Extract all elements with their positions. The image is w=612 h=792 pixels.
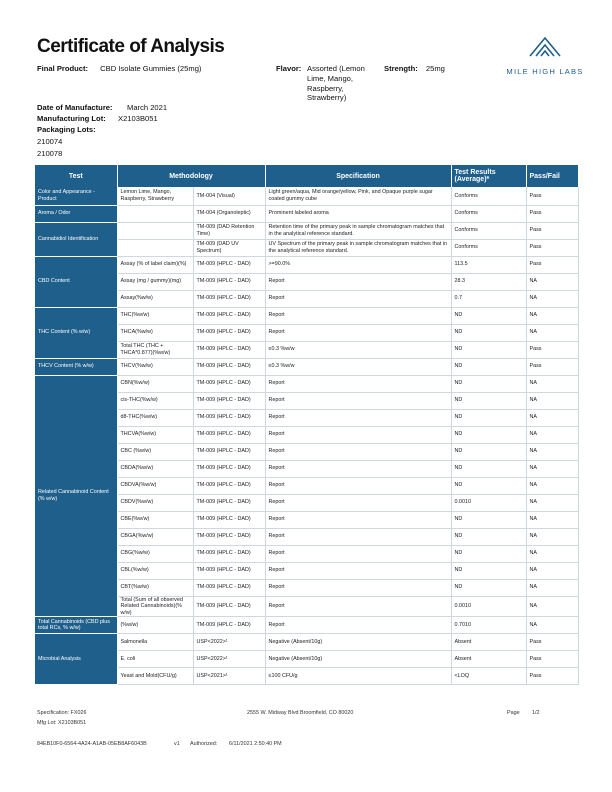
column-header: Pass/Fail	[526, 165, 578, 187]
result-cell: ND	[451, 528, 526, 545]
method-cell: TM-009 (HPLC - DAD)	[193, 477, 265, 494]
pass-fail-cell: NA	[526, 562, 578, 579]
specification-cell: Report	[265, 273, 451, 290]
method-cell: TM-009 (HPLC - DAD)	[193, 409, 265, 426]
result-cell: Absent	[451, 634, 526, 651]
result-cell: ND	[451, 426, 526, 443]
pass-fail-cell: Pass	[526, 187, 578, 205]
result-cell: ND	[451, 358, 526, 375]
specification-cell: ≤0.3 %w/w	[265, 358, 451, 375]
final-product-value: CBD Isolate Gummies (25mg)	[100, 64, 202, 73]
result-cell: 0.7010	[451, 617, 526, 634]
sub-test-cell: Assay (% of label claim)(%)	[117, 256, 193, 273]
table-row	[35, 511, 578, 528]
date-of-manufacture-value: March 2021	[127, 103, 168, 112]
strength-value: 25mg	[425, 64, 445, 73]
result-cell: 113.5	[451, 256, 526, 273]
test-cell: Microbial Analysis	[35, 634, 117, 685]
flavor-line: Lime, Mango,	[307, 73, 354, 83]
sub-test-cell: CBL(%w/w)	[117, 562, 193, 579]
method-cell: TM-009 (HPLC - DAD)	[193, 460, 265, 477]
version: v1	[174, 741, 180, 747]
specification-cell: Report	[265, 375, 451, 392]
specification-cell: Report	[265, 579, 451, 596]
packaging-lot-value: 210074	[37, 137, 63, 146]
final-product-label: Final Product:	[37, 64, 89, 73]
sub-test-cell: Assay(%w/w)	[117, 290, 193, 307]
sub-test-cell: Yeast and Mold(CFU/g)	[117, 668, 193, 685]
method-cell: TM-009 (DAD Retention Time)	[193, 222, 265, 239]
result-cell: Absent	[451, 651, 526, 668]
table-header-row	[35, 165, 578, 187]
method-cell: TM-004 (Organoleptic)	[193, 205, 265, 222]
specification-cell: Retention time of the primary peak in sample chromatogram matches that in the analytical reference standard.	[265, 222, 451, 239]
result-cell: Conforms	[451, 222, 526, 239]
specification-cell: Negative (Absent/10g)	[265, 634, 451, 651]
table-row	[35, 579, 578, 596]
method-cell: USP<2021>¹	[193, 668, 265, 685]
sub-test-cell: (%w/w)	[117, 617, 193, 634]
pass-fail-cell: Pass	[526, 358, 578, 375]
method-cell: TM-009 (HPLC - DAD)	[193, 256, 265, 273]
specification-cell: Report	[265, 528, 451, 545]
pass-fail-cell: NA	[526, 273, 578, 290]
result-cell: ND	[451, 579, 526, 596]
method-cell: TM-009 (HPLC - DAD)	[193, 528, 265, 545]
pass-fail-cell: Pass	[526, 668, 578, 685]
sub-test-cell: THC(%w/w)	[117, 307, 193, 324]
flavor-line: Raspberry,	[307, 83, 344, 93]
authorized-label: Authorized:	[190, 741, 218, 747]
method-cell: TM-009 (HPLC - DAD)	[193, 307, 265, 324]
method-cell: TM-009 (HPLC - DAD)	[193, 545, 265, 562]
specification-cell: Report	[265, 494, 451, 511]
sub-test-cell: cis-THC(%w/w)	[117, 392, 193, 409]
result-cell: ND	[451, 409, 526, 426]
sub-test-cell: CBC (%w/w)	[117, 443, 193, 460]
sub-test-cell: CBDA(%w/w)	[117, 460, 193, 477]
specification-cell: Report	[265, 426, 451, 443]
sub-test-cell: Lemon Lime, Mango, Raspberry, Strawberry	[117, 187, 193, 205]
pass-fail-cell: NA	[526, 392, 578, 409]
pass-fail-cell: NA	[526, 579, 578, 596]
test-cell: THC Content (% w/w)	[35, 307, 117, 358]
result-cell: ND	[451, 324, 526, 341]
table-row	[35, 290, 578, 307]
specification-cell: Report	[265, 409, 451, 426]
pass-fail-cell: Pass	[526, 239, 578, 256]
result-cell: ND	[451, 392, 526, 409]
result-cell: <LOQ	[451, 668, 526, 685]
specification-cell: Report	[265, 392, 451, 409]
manufacturing-lot-label: Manufacturing Lot:	[37, 114, 106, 123]
pass-fail-cell: NA	[526, 375, 578, 392]
test-cell: Aroma / Odor	[35, 205, 117, 222]
sub-test-cell	[117, 205, 193, 222]
pass-fail-cell: NA	[526, 477, 578, 494]
result-cell: 28.3	[451, 273, 526, 290]
sub-test-cell: THCA(%w/w)	[117, 324, 193, 341]
address: 2555 W. Midway Blvd Broomfield, CO 80020	[247, 710, 354, 716]
authorized-date: 6/11/2021 2:50:40 PM	[229, 741, 282, 747]
method-cell: TM-009 (HPLC - DAD)	[193, 324, 265, 341]
table-row	[35, 358, 578, 375]
result-cell: ND	[451, 443, 526, 460]
sub-test-cell: CBT(%w/w)	[117, 579, 193, 596]
table-row	[35, 668, 578, 685]
date-of-manufacture-label: Date of Manufacture:	[37, 103, 113, 112]
table-row	[35, 651, 578, 668]
result-cell: 0.7	[451, 290, 526, 307]
pass-fail-cell: NA	[526, 409, 578, 426]
method-cell: TM-009 (HPLC - DAD)	[193, 596, 265, 617]
results-table	[35, 165, 579, 685]
result-cell: ND	[451, 511, 526, 528]
flavor-field	[276, 64, 301, 74]
pass-fail-cell: Pass	[526, 634, 578, 651]
company-logo	[505, 34, 585, 76]
method-cell: TM-009 (HPLC - DAD)	[193, 511, 265, 528]
pass-fail-cell: NA	[526, 528, 578, 545]
table-row	[35, 617, 578, 634]
sub-test-cell: CBG(%w/w)	[117, 545, 193, 562]
table-row	[35, 273, 578, 290]
specification-cell: Negative (Absent/10g)	[265, 651, 451, 668]
page-label: Page	[507, 710, 520, 716]
specification-cell: Report	[265, 307, 451, 324]
flavor-line: Assorted (Lemon	[307, 64, 365, 73]
table-row	[35, 409, 578, 426]
table-row	[35, 307, 578, 324]
result-cell: Conforms	[451, 239, 526, 256]
flavor-line: Strawberry)	[307, 93, 347, 103]
table-row	[35, 545, 578, 562]
sub-test-cell: CBDVA(%w/w)	[117, 477, 193, 494]
specification-cell: Report	[265, 324, 451, 341]
sub-test-cell	[117, 222, 193, 239]
test-cell: Related Cannabinoid Content (% w/w)	[35, 375, 117, 617]
method-cell: TM-009 (HPLC - DAD)	[193, 562, 265, 579]
column-header: Test Results (Average)*	[451, 165, 526, 187]
final-product-field	[37, 64, 201, 74]
sub-test-cell: Assay (mg / gummy)(mg)	[117, 273, 193, 290]
table-row	[35, 256, 578, 273]
pass-fail-cell: Pass	[526, 651, 578, 668]
specification-cell: Report	[265, 460, 451, 477]
pass-fail-cell: NA	[526, 494, 578, 511]
sub-test-cell: Total (Sum of all observed Related Cannabinoids)(% w/w)	[117, 596, 193, 617]
result-cell: ND	[451, 562, 526, 579]
sub-test-cell: E. coli	[117, 651, 193, 668]
specification-cell: UV Spectrum of the primary peak in sample chromatogram matches that in the analytical reference standard.	[265, 239, 451, 256]
column-header: Specification	[265, 165, 451, 187]
specification-cell: Light green/aqua, Mid orange/yellow, Pink, and Opaque purple sugar coated gummy cube	[265, 187, 451, 205]
pass-fail-cell: NA	[526, 426, 578, 443]
table-row	[35, 528, 578, 545]
pass-fail-cell: NA	[526, 617, 578, 634]
page-number: 1/2	[532, 710, 540, 716]
pass-fail-cell: NA	[526, 596, 578, 617]
test-cell: Total Cannabinoids (CBD plus total RCs, % w/w)	[35, 617, 117, 634]
specification-label: Specification: FX026	[37, 710, 87, 716]
method-cell: TM-009 (HPLC - DAD)	[193, 579, 265, 596]
table-row	[35, 341, 578, 358]
result-cell: ND	[451, 307, 526, 324]
pass-fail-cell: NA	[526, 443, 578, 460]
method-cell: TM-009 (DAD UV Spectrum)	[193, 239, 265, 256]
method-cell: USP<2022>¹	[193, 651, 265, 668]
flavor-value	[307, 64, 365, 103]
mountain-logo-icon	[528, 34, 562, 60]
result-cell: Conforms	[451, 205, 526, 222]
result-cell: 0.0010	[451, 596, 526, 617]
result-cell: ND	[451, 375, 526, 392]
specification-cell: Report	[265, 545, 451, 562]
sub-test-cell: THCVA(%w/w)	[117, 426, 193, 443]
method-cell: TM-009 (HPLC - DAD)	[193, 273, 265, 290]
specification-cell: ≤0.3 %w/w	[265, 341, 451, 358]
specification-cell: Report	[265, 562, 451, 579]
packaging-lot-value: 210078	[37, 149, 63, 158]
method-cell: TM-009 (HPLC - DAD)	[193, 341, 265, 358]
table-row	[35, 494, 578, 511]
method-cell: TM-009 (HPLC - DAD)	[193, 426, 265, 443]
method-cell: TM-009 (HPLC - DAD)	[193, 375, 265, 392]
pass-fail-cell: Pass	[526, 341, 578, 358]
table-row	[35, 460, 578, 477]
result-cell: ND	[451, 477, 526, 494]
pass-fail-cell: NA	[526, 290, 578, 307]
sub-test-cell: Salmonella	[117, 634, 193, 651]
table-row	[35, 596, 578, 617]
specification-cell: Report	[265, 477, 451, 494]
sub-test-cell	[117, 239, 193, 256]
sub-test-cell: CBGA(%w/w)	[117, 528, 193, 545]
pass-fail-cell: Pass	[526, 222, 578, 239]
sub-test-cell: CBDV(%w/w)	[117, 494, 193, 511]
specification-cell: ≤100 CFU/g	[265, 668, 451, 685]
strength-field	[384, 64, 445, 74]
column-header: Test	[35, 165, 117, 187]
manufacturing-lot-value: X2103B051	[118, 114, 158, 123]
document-id: 84EB10F0-6564-4A24-A1AB-05EB8AF6043B	[37, 741, 147, 747]
sub-test-cell: THCV(%w/w)	[117, 358, 193, 375]
pass-fail-cell: NA	[526, 307, 578, 324]
specification-cell: >=90.0%	[265, 256, 451, 273]
logo-text: MILE HIGH LABS	[506, 67, 584, 76]
table-row	[35, 634, 578, 651]
pass-fail-cell: Pass	[526, 256, 578, 273]
test-cell: CBD Content	[35, 256, 117, 307]
table-row	[35, 205, 578, 222]
pass-fail-cell: Pass	[526, 205, 578, 222]
table-row	[35, 477, 578, 494]
table-row	[35, 443, 578, 460]
method-cell: TM-009 (HPLC - DAD)	[193, 358, 265, 375]
table-row	[35, 375, 578, 392]
pass-fail-cell: NA	[526, 545, 578, 562]
method-cell: TM-009 (HPLC - DAD)	[193, 290, 265, 307]
sub-test-cell: CBN(%w/w)	[117, 375, 193, 392]
table-row	[35, 324, 578, 341]
table-row	[35, 426, 578, 443]
specification-cell: Report	[265, 511, 451, 528]
table-row	[35, 392, 578, 409]
sub-test-cell: d8-THC(%w/w)	[117, 409, 193, 426]
mfg-lot-label: Mfg Lot: X2103B051	[37, 720, 87, 726]
test-cell: Color and Appearance - Product	[35, 187, 117, 205]
test-cell: Cannabidiol Identification	[35, 222, 117, 256]
result-cell: 0.0010	[451, 494, 526, 511]
specification-cell: Prominent labeled aroma	[265, 205, 451, 222]
table-row	[35, 239, 578, 256]
specification-cell: Report	[265, 443, 451, 460]
method-cell: TM-009 (HPLC - DAD)	[193, 443, 265, 460]
method-cell: USP<2022>¹	[193, 634, 265, 651]
result-cell: ND	[451, 460, 526, 477]
sub-test-cell: CBE(%w/w)	[117, 511, 193, 528]
pass-fail-cell: NA	[526, 324, 578, 341]
packaging-lots-label: Packaging Lots:	[37, 125, 96, 134]
flavor-label: Flavor:	[276, 64, 302, 73]
pass-fail-cell: NA	[526, 511, 578, 528]
result-cell: ND	[451, 341, 526, 358]
result-cell: Conforms	[451, 187, 526, 205]
method-cell: TM-009 (HPLC - DAD)	[193, 494, 265, 511]
pass-fail-cell: NA	[526, 460, 578, 477]
method-cell: TM-004 (Visual)	[193, 187, 265, 205]
specification-cell: Report	[265, 596, 451, 617]
method-cell: TM-009 (HPLC - DAD)	[193, 392, 265, 409]
specification-cell: Report	[265, 617, 451, 634]
result-cell: ND	[451, 545, 526, 562]
document-title: Certificate of Analysis	[37, 36, 225, 57]
table-row	[35, 187, 578, 205]
test-cell: THCV Content (% w/w)	[35, 358, 117, 375]
column-header: Methodology	[117, 165, 265, 187]
strength-label: Strength:	[384, 64, 418, 73]
sub-test-cell: Total THC (THC + THCA*0.877)(%w/w)	[117, 341, 193, 358]
specification-cell: Report	[265, 290, 451, 307]
method-cell: TM-009 (HPLC - DAD)	[193, 617, 265, 634]
table-row	[35, 222, 578, 239]
table-row	[35, 562, 578, 579]
